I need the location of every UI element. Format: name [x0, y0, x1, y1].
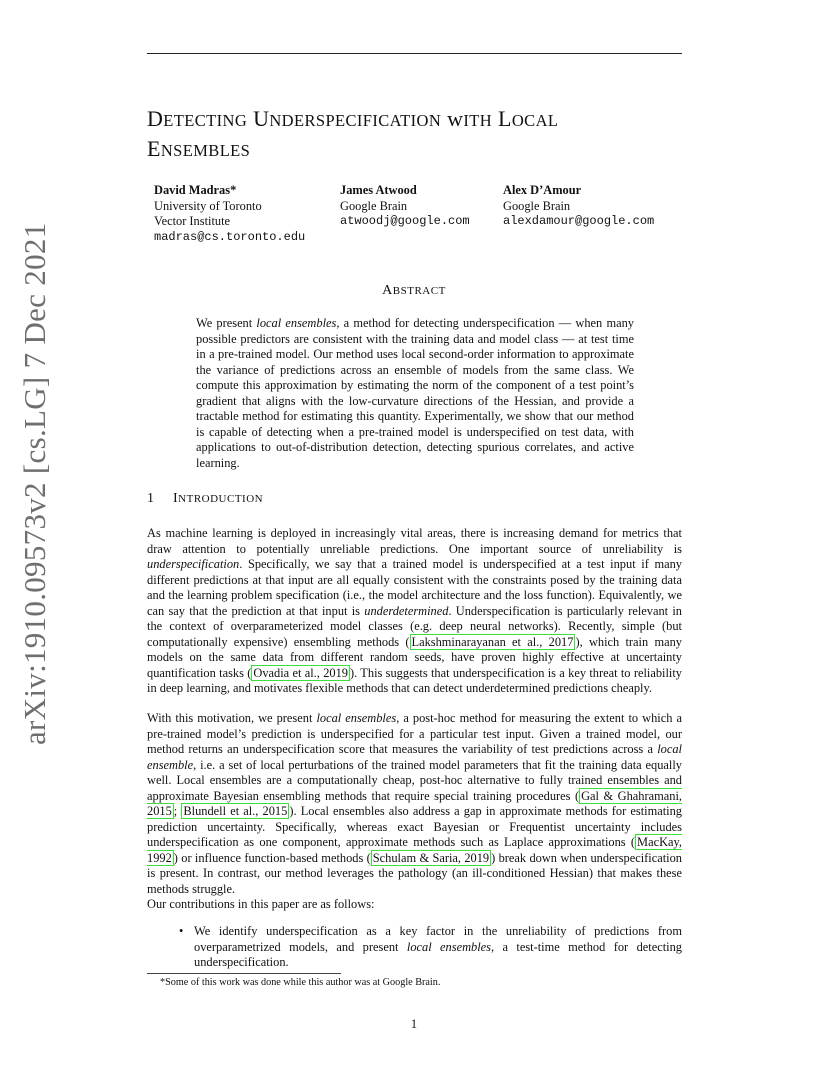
author-affiliation: Google Brain	[340, 198, 408, 213]
author-name: Alex D’Amour	[503, 183, 582, 197]
abstract-heading: ABSTRACT	[382, 283, 446, 298]
paragraph-text: ) or influence function-based methods (	[173, 850, 371, 865]
intro-paragraph-2	[147, 711, 682, 897]
bullet-marker: •	[179, 924, 184, 938]
author-affiliation: Vector Institute	[154, 214, 231, 228]
title-line-1: DETECTING UNDERSPECIFICATION wITH LOCAL	[147, 106, 559, 131]
contribution-bullet-1	[179, 924, 682, 971]
paragraph-text: ) break down when underspecification is present. In contrast, our method leverages the pathology (an ill-conditioned Hessian) that makes these methods struggle.	[147, 850, 683, 896]
paragraph-emphasis: local ensembles	[316, 711, 397, 725]
paragraph-text: , a post-hoc method for measuring the extent to which a pre-trained model’s prediction is underspecified for a particular test input. Given a trained model, our method returns an underspecification score that measures the variability of test predictions across a	[147, 711, 682, 756]
author-name: David Madras*	[154, 183, 237, 197]
author-email[interactable]: atwoodj@google.com	[340, 214, 470, 228]
paragraph-text: ), which train many models on the same data from different random seeds, have proven highly effective at uncertainty quantification tasks (	[147, 634, 682, 680]
citation-link[interactable]: MacKay, 1992	[147, 835, 682, 865]
citation-link[interactable]: Gal & Ghahramani, 2015	[147, 788, 682, 818]
section-number: 1	[147, 491, 155, 506]
paragraph-emphasis: underspecification	[147, 557, 240, 571]
citation-link[interactable]: Schulam & Saria, 2019	[372, 850, 490, 865]
bullet-text-part: We identify underspecification as a key factor in the unreliability of predictions from overparametrized models, and present	[194, 924, 682, 954]
citation-link[interactable]: Lakshminarayanan et al., 2017	[411, 634, 574, 649]
page-number: 1	[410, 1017, 418, 1031]
citation-link[interactable]: Ovadia et al., 2019	[253, 665, 348, 680]
paragraph-text: . Specifically, we say that a trained model is underspecified at a test input if many different predictions at that input are all equally consistent with the constraints posed by the training data and the learning problem specification (i.e., the model architecture and the loss function). Equivalently, we can say that the prediction at that input is	[147, 557, 682, 618]
bullet-text	[194, 924, 682, 971]
title-line-2: ENSEMBLES	[147, 136, 251, 161]
paragraph-text: , i.e. a set of local perturbations of the trained model parameters that fit the training data equally well. Local ensembles are a computationally cheap, post-hoc alternative to fully trained ensembles and approximate Bayesian ensembling methods that require special training procedures (	[147, 757, 682, 803]
author-block-madras	[154, 183, 305, 245]
intro-paragraph-3: Our contributions in this paper are as follows:	[147, 897, 375, 911]
section-title: INTRODUCTION	[173, 491, 264, 506]
author-email[interactable]: alexdamour@google.com	[503, 214, 655, 228]
abstract-text: , a method for detecting underspecification — when many possible predictors are consistent with the training data and model class — at test time in a pre-trained model. Our method uses local second-order information to approximate the variance of predictions across an ensemble of models from the same class. We compute this approximation by estimating the norm of the component of a test point’s gradient that aligns with the low-curvature directions of the Hessian, and provide a tractable method for estimating this quantity. Experimentally, we show that our method is capable of detecting when a pre-trained model is underspecified on test data, with applications to out-of-distribution detection, detecting spurious correlates, and active learning.	[196, 316, 634, 470]
citation-link[interactable]: Blundell et al., 2015	[183, 804, 288, 818]
header-rule	[147, 53, 682, 54]
author-block-atwood	[340, 183, 470, 230]
footnote: *Some of this work was done while this author was at Google Brain.	[160, 977, 441, 988]
section-heading-introduction	[147, 491, 263, 507]
paragraph-text: As machine learning is deployed in increasingly vital areas, there is increasing demand for metrics that draw attention to potentially unreliable predictions. One important source of unreliability is	[147, 526, 682, 556]
paragraph-text: With this motivation, we present	[147, 711, 317, 725]
bullet-text-part: , a test-time method for detecting underspecification.	[194, 939, 682, 969]
author-block-damour	[503, 183, 654, 230]
abstract-body	[196, 316, 634, 471]
arxiv-identifier[interactable]: arXiv:1910.09573v2 [cs.LG] 7 Dec 2021	[17, 222, 52, 745]
author-email[interactable]: madras@cs.toronto.edu	[154, 229, 306, 244]
author-affiliation: University of Toronto	[154, 198, 262, 213]
author-name: James Atwood	[340, 183, 417, 197]
abstract-emphasis: local ensembles	[256, 316, 337, 330]
author-affiliation: Google Brain	[503, 198, 571, 213]
abstract-text: We present	[196, 316, 257, 330]
bullet-emphasis: local ensembles	[406, 939, 491, 954]
paragraph-text: ). This suggests that underspecification is a key threat to reliability in deep learning, and motivates flexible methods that can detect underdetermined predictions cheaply.	[147, 665, 682, 695]
paragraph-emphasis: local ensemble	[147, 742, 682, 772]
footnote-rule	[147, 973, 341, 974]
paragraph-text: ). Local ensembles also address a gap in approximate methods for estimating prediction uncertainty. Specifically, whereas exact Bayesian or Frequentist uncertainty includes underspecification as one component, approximate methods such as Laplace approximations (	[147, 804, 683, 849]
paragraph-emphasis: underdetermined	[364, 603, 449, 618]
intro-paragraph-1	[147, 526, 682, 697]
paragraph-text: ;	[173, 804, 182, 818]
paragraph-text: . Underspecification is particularly relevant in the context of overparameterized model classes (e.g. deep neural networks). Recently, simple (but computationally expensive) ensembling methods (	[147, 603, 682, 649]
paper-title	[147, 105, 707, 165]
